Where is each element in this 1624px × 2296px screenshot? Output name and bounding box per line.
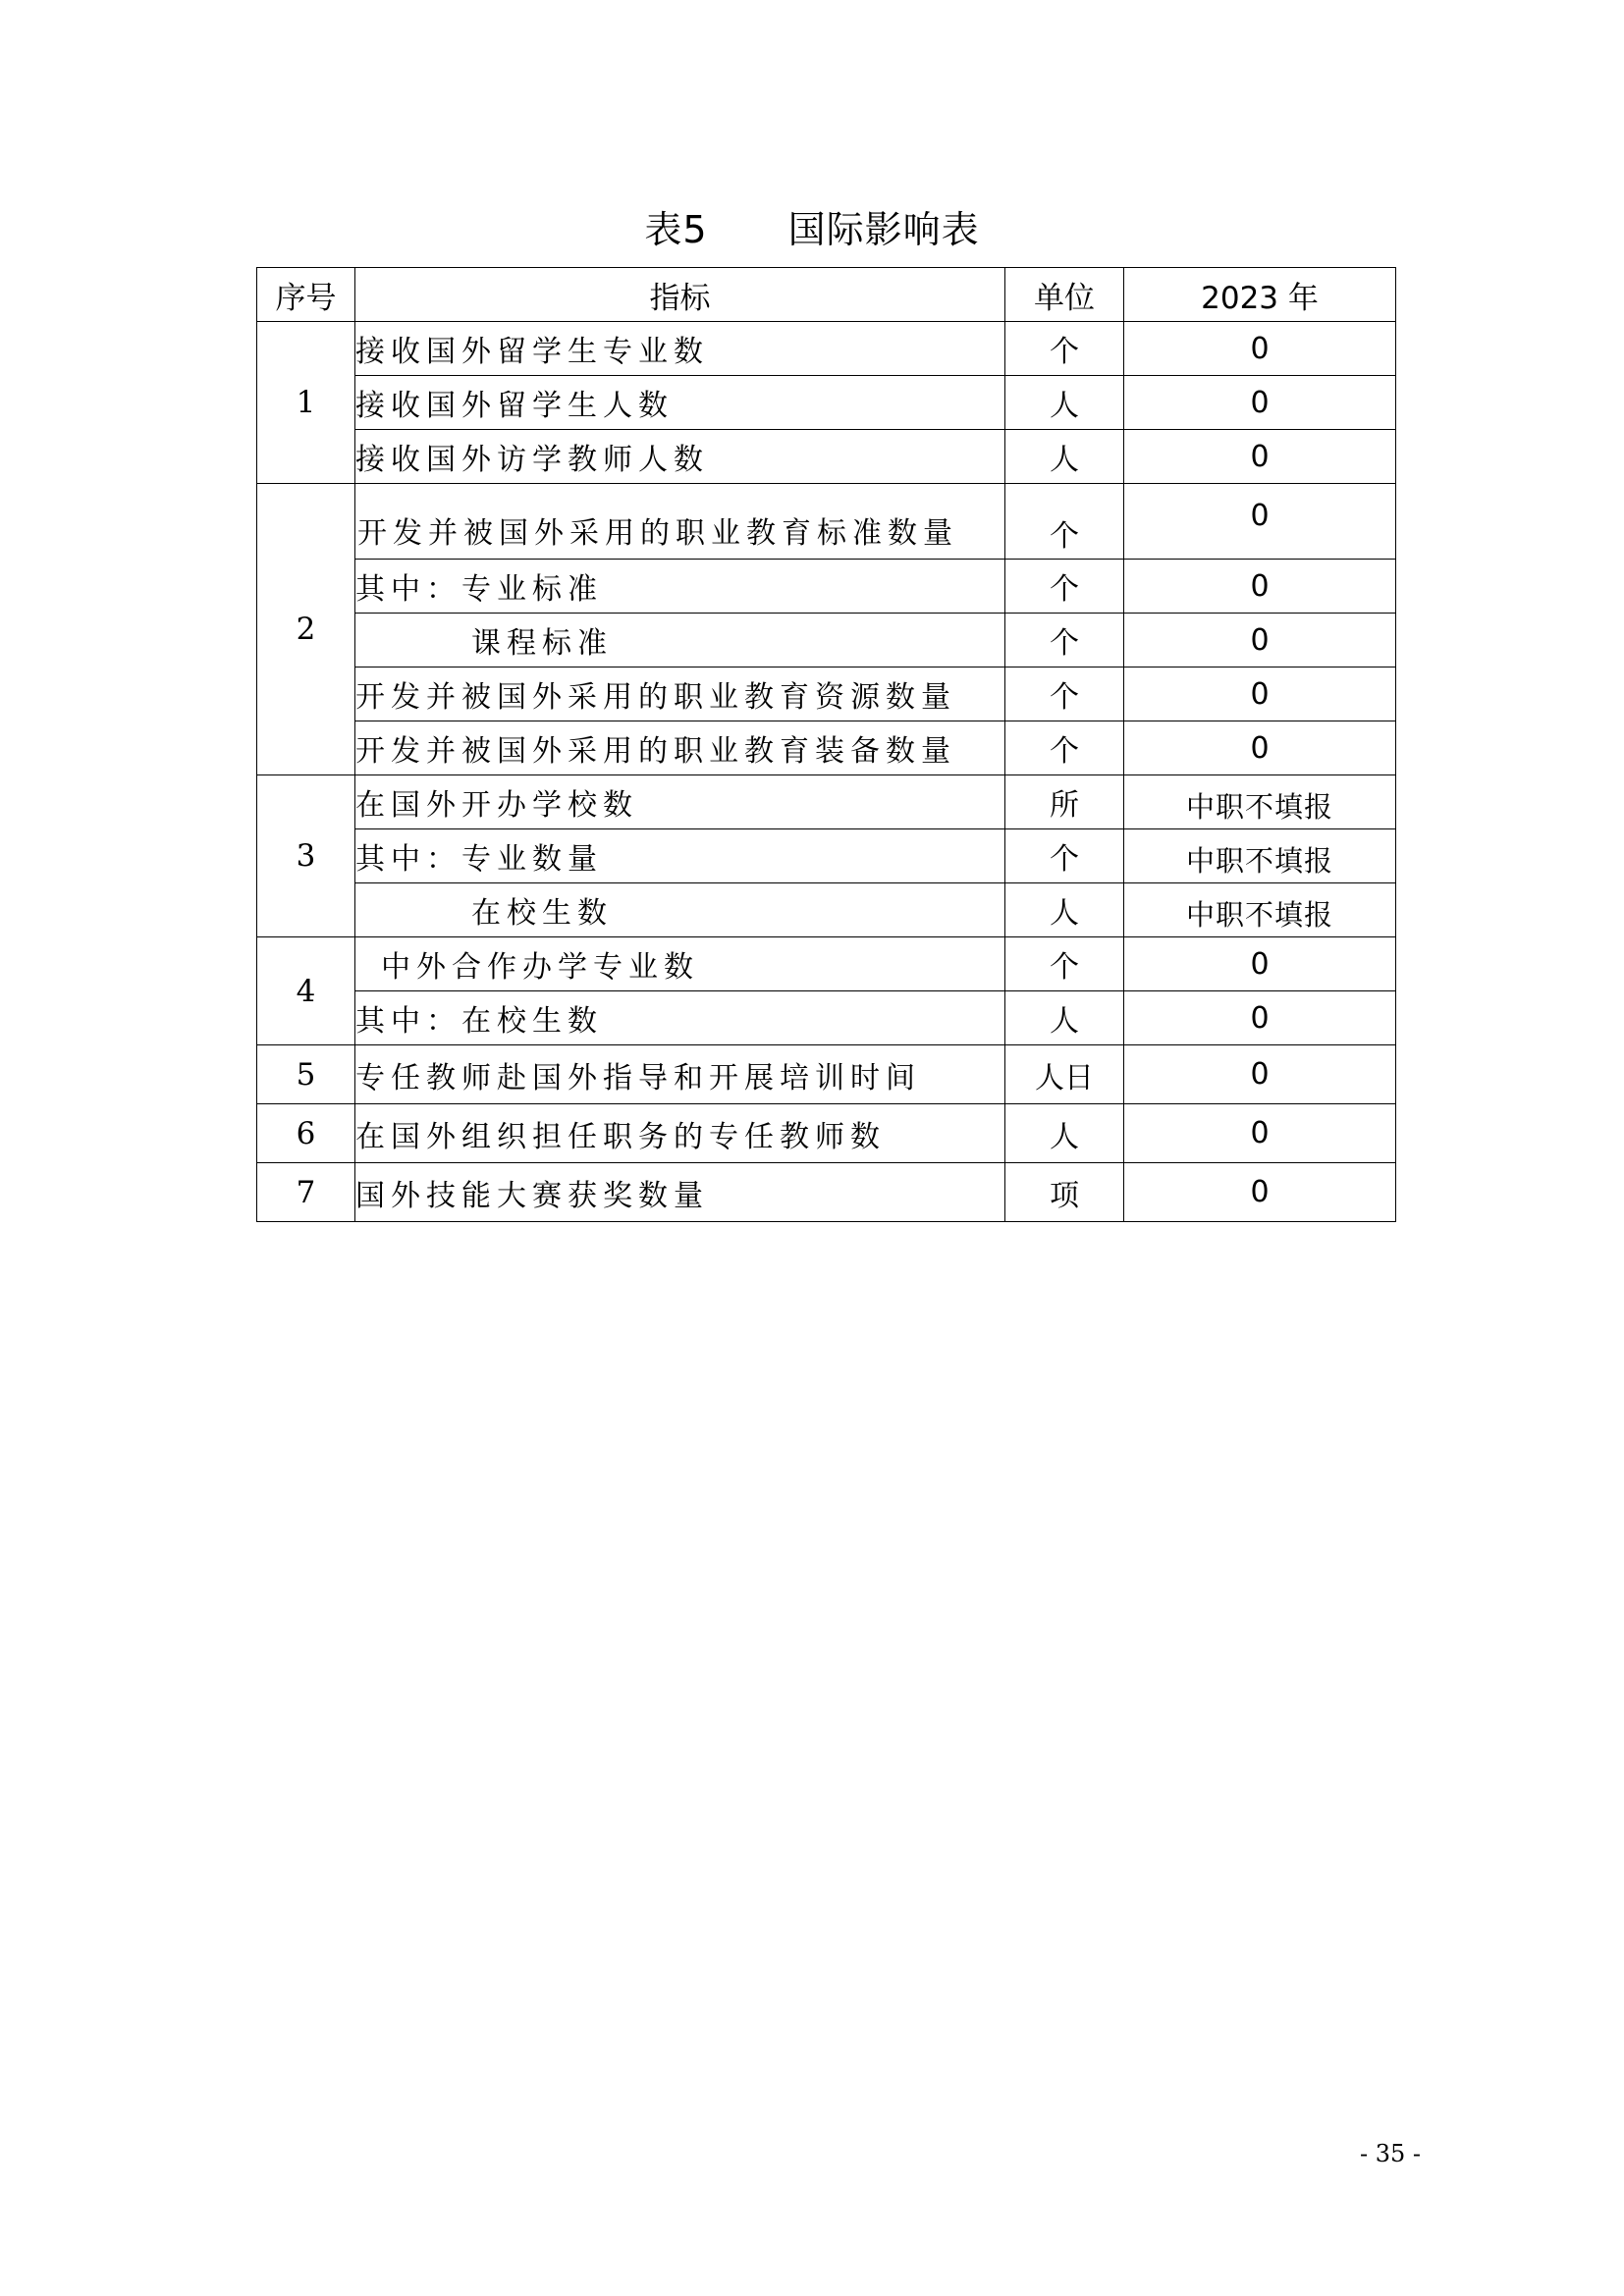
header-unit: 单位 bbox=[1005, 268, 1124, 322]
seq-cell: 1 bbox=[257, 322, 355, 484]
table-row bbox=[257, 991, 1396, 1045]
indicator-cell: 接收国外留学生专业数 bbox=[355, 322, 1005, 376]
seq-cell: 7 bbox=[257, 1163, 355, 1222]
indicator-cell: 开发并被国外采用的职业教育装备数量 bbox=[355, 721, 1005, 775]
unit-cell: 个 bbox=[1005, 560, 1124, 614]
table-row bbox=[257, 883, 1396, 937]
unit-cell: 人 bbox=[1005, 1104, 1124, 1163]
unit-cell: 人 bbox=[1005, 991, 1124, 1045]
page-number: - 35 - bbox=[1360, 2140, 1422, 2167]
value-cell: 0 bbox=[1124, 614, 1396, 667]
indicator-cell: 开发并被国外采用的职业教育标准数量 bbox=[355, 484, 1005, 560]
indicator-cell: 国外技能大赛获奖数量 bbox=[355, 1163, 1005, 1222]
indicator-cell: 接收国外访学教师人数 bbox=[355, 430, 1005, 484]
unit-cell: 个 bbox=[1005, 484, 1124, 560]
table-row bbox=[257, 1104, 1396, 1163]
indicator-cell: 中外合作办学专业数 bbox=[355, 937, 1005, 991]
table-row bbox=[257, 430, 1396, 484]
table-row bbox=[257, 829, 1396, 883]
value-cell: 0 bbox=[1124, 376, 1396, 430]
table-row bbox=[257, 721, 1396, 775]
seq-cell: 5 bbox=[257, 1045, 355, 1104]
indicator-cell: 在校生数 bbox=[355, 883, 1005, 937]
value-cell: 0 bbox=[1124, 1104, 1396, 1163]
value-cell: 0 bbox=[1124, 667, 1396, 721]
value-cell: 0 bbox=[1124, 991, 1396, 1045]
indicator-cell: 专任教师赴国外指导和开展培训时间 bbox=[355, 1045, 1005, 1104]
table-row bbox=[257, 560, 1396, 614]
unit-cell: 人 bbox=[1005, 430, 1124, 484]
value-cell: 0 bbox=[1124, 1163, 1396, 1222]
unit-cell: 个 bbox=[1005, 829, 1124, 883]
indicator-cell: 其中：专业数量 bbox=[355, 829, 1005, 883]
indicator-cell: 其中：专业标准 bbox=[355, 560, 1005, 614]
table-row bbox=[257, 322, 1396, 376]
international-influence-table bbox=[256, 267, 1396, 1222]
header-year: 2023 年 bbox=[1124, 268, 1396, 322]
value-cell: 0 bbox=[1124, 430, 1396, 484]
table-row bbox=[257, 484, 1396, 560]
indicator-cell: 在国外开办学校数 bbox=[355, 775, 1005, 829]
value-cell: 0 bbox=[1124, 937, 1396, 991]
value-cell: 0 bbox=[1124, 1045, 1396, 1104]
unit-cell: 个 bbox=[1005, 614, 1124, 667]
table-row bbox=[257, 937, 1396, 991]
value-cell: 0 bbox=[1124, 484, 1396, 560]
table-title-name: 国际影响表 bbox=[787, 208, 980, 251]
unit-cell: 人日 bbox=[1005, 1045, 1124, 1104]
indicator-cell: 在国外组织担任职务的专任教师数 bbox=[355, 1104, 1005, 1163]
indicator-cell: 接收国外留学生人数 bbox=[355, 376, 1005, 430]
unit-cell: 人 bbox=[1005, 376, 1124, 430]
table-title-label: 表5 bbox=[644, 208, 708, 251]
seq-cell: 6 bbox=[257, 1104, 355, 1163]
unit-cell: 个 bbox=[1005, 322, 1124, 376]
table-title bbox=[0, 199, 1624, 253]
header-indicator: 指标 bbox=[355, 268, 1005, 322]
table-row bbox=[257, 667, 1396, 721]
table-row bbox=[257, 614, 1396, 667]
indicator-cell: 其中：在校生数 bbox=[355, 991, 1005, 1045]
indicator-cell: 课程标准 bbox=[355, 614, 1005, 667]
seq-cell: 4 bbox=[257, 937, 355, 1045]
unit-cell: 个 bbox=[1005, 721, 1124, 775]
unit-cell: 个 bbox=[1005, 667, 1124, 721]
header-row bbox=[257, 268, 1396, 322]
table-row bbox=[257, 376, 1396, 430]
value-cell: 0 bbox=[1124, 721, 1396, 775]
value-cell: 0 bbox=[1124, 322, 1396, 376]
header-seq: 序号 bbox=[257, 268, 355, 322]
indicator-cell: 开发并被国外采用的职业教育资源数量 bbox=[355, 667, 1005, 721]
value-cell: 0 bbox=[1124, 560, 1396, 614]
value-cell: 中职不填报 bbox=[1124, 775, 1396, 829]
unit-cell: 所 bbox=[1005, 775, 1124, 829]
value-cell: 中职不填报 bbox=[1124, 883, 1396, 937]
seq-cell: 2 bbox=[257, 484, 355, 775]
table-row bbox=[257, 1163, 1396, 1222]
table-row bbox=[257, 1045, 1396, 1104]
unit-cell: 个 bbox=[1005, 937, 1124, 991]
unit-cell: 人 bbox=[1005, 883, 1124, 937]
seq-cell: 3 bbox=[257, 775, 355, 937]
unit-cell: 项 bbox=[1005, 1163, 1124, 1222]
value-cell: 中职不填报 bbox=[1124, 829, 1396, 883]
table-row bbox=[257, 775, 1396, 829]
